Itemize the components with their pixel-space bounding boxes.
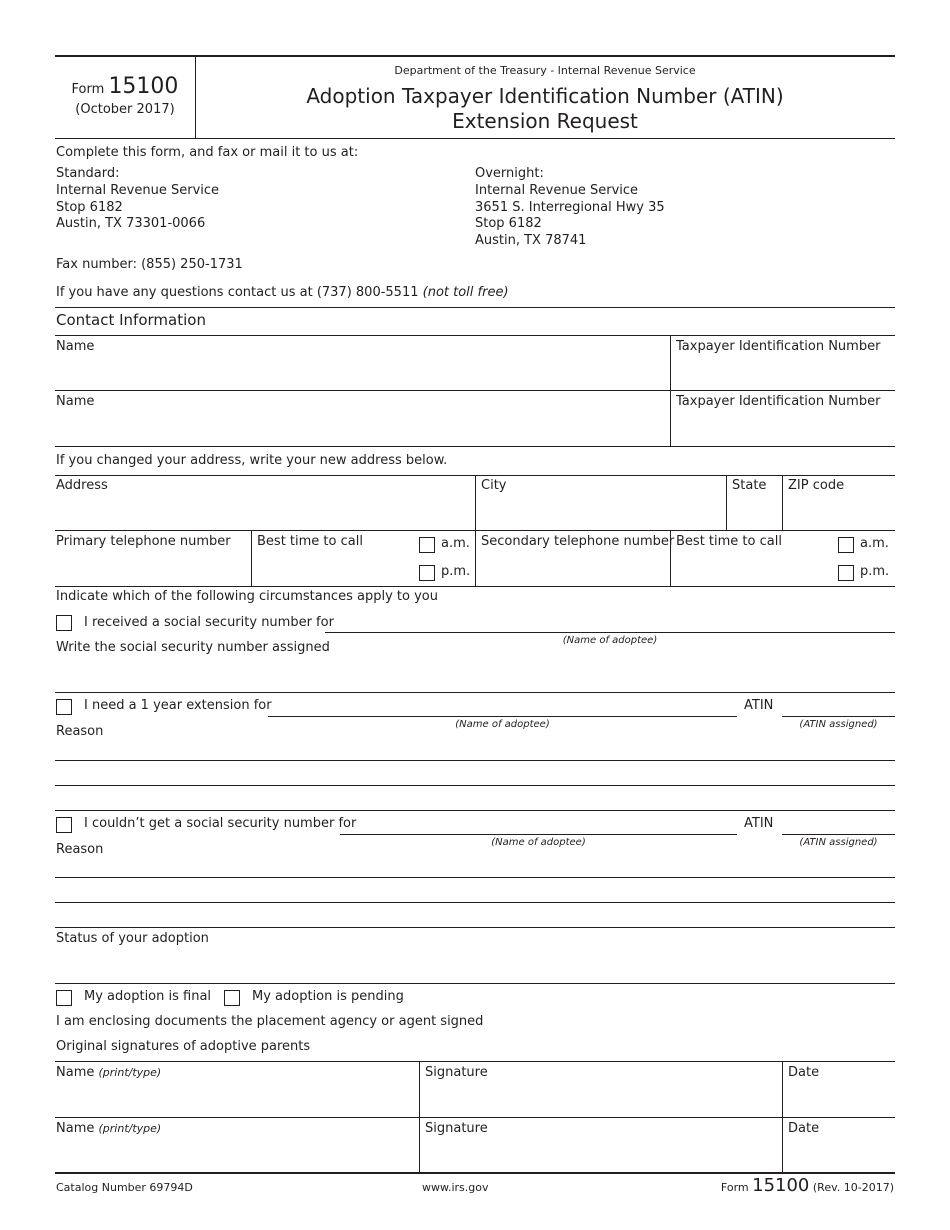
fax-number: Fax number: (855) 250-1731 xyxy=(56,257,243,272)
couldnt-atin-field[interactable] xyxy=(784,814,892,834)
overnight-heading: Overnight: xyxy=(475,166,544,181)
primary-phone-label: Primary telephone number xyxy=(56,534,231,549)
primary-phone-field[interactable] xyxy=(58,556,246,582)
name-label: Name xyxy=(56,394,95,409)
need-extension-label: I need a 1 year extension for xyxy=(84,698,272,713)
extension-adoptee-field[interactable] xyxy=(270,696,735,716)
footer-form-number: 15100 xyxy=(752,1175,810,1196)
secondary-pm-checkbox[interactable] xyxy=(838,565,854,581)
form-identifier xyxy=(60,74,190,99)
date-label: Date xyxy=(788,1065,820,1080)
adoption-pending-label: My adoption is pending xyxy=(252,989,404,1004)
signature-label: Signature xyxy=(425,1121,488,1136)
overnight-address-line: 3651 S. Interregional Hwy 35 xyxy=(475,200,665,215)
department-line: Department of the Treasury - Internal Revenue Service xyxy=(394,64,696,77)
name-text: Name xyxy=(56,1065,95,1080)
irs-website: www.irs.gov xyxy=(422,1181,489,1194)
write-ssn-label: Write the social security number assigned xyxy=(56,640,330,655)
standard-address-line: Stop 6182 xyxy=(56,200,123,215)
row-rule xyxy=(55,927,895,928)
need-extension-checkbox[interactable] xyxy=(56,699,72,715)
reason-line xyxy=(55,902,895,903)
atin-assigned-caption: (ATIN assigned) xyxy=(799,837,878,848)
couldnt-adoptee-field[interactable] xyxy=(342,814,735,834)
ssn-assigned-field[interactable] xyxy=(58,662,891,688)
primary-am-checkbox[interactable] xyxy=(419,537,435,553)
state-label: State xyxy=(732,478,767,493)
atin-line xyxy=(782,834,895,835)
adoption-final-label: My adoption is final xyxy=(84,989,212,1004)
pm-label: p.m. xyxy=(441,564,471,579)
extension-atin-field[interactable] xyxy=(784,696,892,716)
best-time-label: Best time to call xyxy=(257,534,363,549)
zip-field[interactable] xyxy=(788,500,891,526)
questions-text: If you have any questions contact us at (737) 800-5511 xyxy=(56,285,419,300)
tin-field-2[interactable] xyxy=(676,415,891,441)
atin-label: ATIN xyxy=(744,816,774,831)
row-rule xyxy=(55,530,895,531)
couldnt-get-ssn-label: I couldn’t get a social security number for xyxy=(84,816,357,831)
city-field[interactable] xyxy=(481,500,721,526)
signature-field-2[interactable] xyxy=(425,1142,777,1168)
adoption-pending-checkbox[interactable] xyxy=(224,990,240,1006)
reason-line xyxy=(55,877,895,878)
print-type-note: (print/type) xyxy=(98,1066,162,1079)
secondary-phone-field[interactable] xyxy=(481,556,665,582)
state-field[interactable] xyxy=(732,500,777,526)
adoption-final-checkbox[interactable] xyxy=(56,990,72,1006)
best-time-label: Best time to call xyxy=(676,534,782,549)
atin-line xyxy=(782,716,895,717)
received-ssn-checkbox[interactable] xyxy=(56,615,72,631)
atin-assigned-caption: (ATIN assigned) xyxy=(799,719,878,730)
row-rule xyxy=(55,390,895,391)
enclosing-documents-note: I am enclosing documents the placement agency or agent signed xyxy=(56,1014,484,1029)
tin-label: Taxpayer Identification Number xyxy=(676,394,881,409)
couldnt-reason-field-2[interactable] xyxy=(58,883,891,901)
standard-address-line: Internal Revenue Service xyxy=(56,183,220,198)
am-label: a.m. xyxy=(860,536,889,551)
name-of-adoptee-caption: (Name of adoptee) xyxy=(562,635,658,646)
extension-reason-field-1[interactable] xyxy=(58,741,891,759)
questions-line xyxy=(56,285,509,300)
signature-field-1[interactable] xyxy=(425,1086,777,1112)
signature-label: Signature xyxy=(425,1065,488,1080)
tin-field-1[interactable] xyxy=(676,360,891,386)
form-word: Form xyxy=(71,82,105,97)
instructions-intro: Complete this form, and fax or mail it to us at: xyxy=(56,145,359,160)
am-label: a.m. xyxy=(441,536,470,551)
received-ssn-label: I received a social security number for xyxy=(84,615,334,630)
extension-reason-field-2[interactable] xyxy=(58,766,891,784)
adoptee-name-line xyxy=(340,834,737,835)
row-rule xyxy=(55,810,895,811)
row-rule xyxy=(55,1061,895,1062)
contact-top-rule xyxy=(55,307,895,308)
parent-name-field-2[interactable] xyxy=(58,1142,414,1168)
row-rule xyxy=(55,586,895,587)
name-text: Name xyxy=(56,1121,95,1136)
name-of-adoptee-caption: (Name of adoptee) xyxy=(491,837,586,848)
row-rule xyxy=(55,1117,895,1118)
catalog-number: Catalog Number 69794D xyxy=(56,1181,193,1194)
questions-note: (not toll free) xyxy=(422,285,509,300)
cell-divider xyxy=(670,335,671,447)
pm-label: p.m. xyxy=(860,564,890,579)
overnight-address-line: Stop 6182 xyxy=(475,216,542,231)
form-number: 15100 xyxy=(108,74,179,99)
original-signatures-note: Original signatures of adoptive parents xyxy=(56,1039,311,1054)
adoptee-name-line xyxy=(325,632,895,633)
couldnt-reason-field-1[interactable] xyxy=(58,858,891,876)
footer-form-identifier xyxy=(721,1175,894,1196)
contact-title-rule xyxy=(55,335,895,336)
header-bottom-rule xyxy=(55,138,895,139)
secondary-am-checkbox[interactable] xyxy=(838,537,854,553)
zip-label: ZIP code xyxy=(788,478,845,493)
adoption-status-field[interactable] xyxy=(58,952,891,978)
secondary-phone-label: Secondary telephone number xyxy=(481,534,675,549)
header-divider xyxy=(195,56,196,139)
row-rule xyxy=(55,692,895,693)
reason-line xyxy=(55,785,895,786)
print-type-note: (print/type) xyxy=(98,1122,162,1135)
cell-divider xyxy=(782,475,783,530)
cell-divider xyxy=(726,475,727,530)
standard-heading: Standard: xyxy=(56,166,120,181)
primary-pm-checkbox[interactable] xyxy=(419,565,435,581)
city-label: City xyxy=(481,478,507,493)
date-field-1[interactable] xyxy=(788,1086,891,1112)
circumstances-intro: Indicate which of the following circumstances apply to you xyxy=(56,589,438,604)
tin-label: Taxpayer Identification Number xyxy=(676,339,881,354)
reason-line xyxy=(55,760,895,761)
name-field-1[interactable] xyxy=(58,360,663,386)
form-title-line1: Adoption Taxpayer Identification Number (ATIN) xyxy=(306,84,784,108)
form-title-line2: Extension Request xyxy=(452,109,638,133)
standard-address-line: Austin, TX 73301-0066 xyxy=(56,216,206,231)
footer-top-rule xyxy=(55,1172,895,1174)
atin-label: ATIN xyxy=(744,698,774,713)
header-top-rule xyxy=(55,55,895,57)
address-label: Address xyxy=(56,478,108,493)
couldnt-get-ssn-checkbox[interactable] xyxy=(56,817,72,833)
adoption-status-label: Status of your adoption xyxy=(56,931,209,946)
date-label: Date xyxy=(788,1121,820,1136)
form-date: (October 2017) xyxy=(75,102,175,117)
parent-name-field-1[interactable] xyxy=(58,1086,414,1112)
name-field-2[interactable] xyxy=(58,415,663,441)
address-field[interactable] xyxy=(58,500,468,526)
parent-name-label xyxy=(56,1121,161,1136)
cell-divider xyxy=(251,530,252,586)
address-change-note: If you changed your address, write your new address below. xyxy=(56,453,448,468)
name-of-adoptee-caption: (Name of adoptee) xyxy=(455,719,550,730)
date-field-2[interactable] xyxy=(788,1142,891,1168)
overnight-address-line: Internal Revenue Service xyxy=(475,183,639,198)
reason-label: Reason xyxy=(56,842,104,857)
adoptee-name-line xyxy=(268,716,737,717)
name-label: Name xyxy=(56,339,95,354)
footer-revision: (Rev. 10-2017) xyxy=(812,1181,894,1194)
contact-section-title: Contact Information xyxy=(56,311,206,329)
row-rule xyxy=(55,446,895,447)
footer-form-word: Form xyxy=(720,1181,749,1194)
overnight-address-line: Austin, TX 78741 xyxy=(475,233,587,248)
reason-label: Reason xyxy=(56,724,104,739)
received-ssn-adoptee-field[interactable] xyxy=(327,612,892,632)
parent-name-label xyxy=(56,1065,161,1080)
row-rule xyxy=(55,983,895,984)
